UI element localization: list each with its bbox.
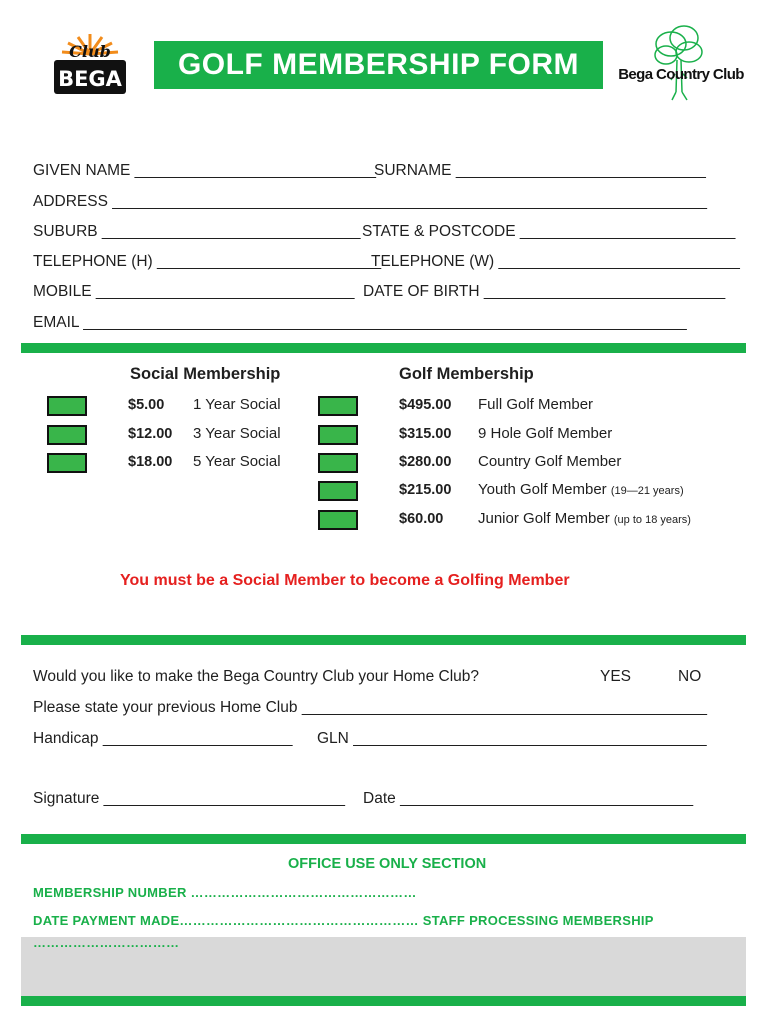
date-line: __________________________________ (400, 790, 694, 807)
telephone-work-label: TELEPHONE (W) (371, 253, 495, 270)
golf-junior-price: $60.00 (399, 511, 444, 527)
email-line: ______________________________________________________________________ (83, 314, 687, 331)
golf-membership-title: Golf Membership (399, 365, 534, 383)
social-5yr-price: $18.00 (128, 454, 173, 470)
date-label: Date (363, 790, 396, 807)
golf-country-price: $280.00 (399, 454, 452, 470)
golf-full-price: $495.00 (399, 397, 452, 413)
social-5yr-checkbox[interactable] (47, 453, 87, 473)
address-line: _____________________________________________________________________ (112, 193, 708, 210)
handicap-field[interactable] (33, 730, 292, 748)
bega-country-club-logo (618, 22, 744, 110)
section-divider (21, 635, 746, 645)
logo-club-name: Bega Country Club (618, 66, 744, 83)
surname-line: _____________________________ (455, 162, 706, 179)
staff-processing-continuation: …………………………… (33, 935, 180, 950)
social-3yr-price: $12.00 (128, 426, 173, 442)
golf-youth-price: $215.00 (399, 482, 452, 498)
email-label: EMAIL (33, 314, 79, 331)
telephone-home-field[interactable] (33, 253, 381, 271)
gln-line: _________________________________________ (353, 730, 707, 747)
golf-youth-age-note: (19—21 years) (610, 485, 684, 497)
social-1yr-desc: 1 Year Social (193, 396, 281, 413)
golf-country-desc: Country Golf Member (478, 453, 622, 470)
telephone-home-line: __________________________ (157, 253, 382, 270)
date-of-birth-line: ____________________________ (483, 283, 726, 300)
golf-youth-option (478, 481, 684, 498)
golf-youth-checkbox[interactable] (318, 481, 358, 501)
logo-word-bega: BEGA (58, 67, 122, 91)
golf-country-checkbox[interactable] (318, 453, 358, 473)
gln-label: GLN (317, 730, 349, 747)
state-postcode-line: _________________________ (519, 223, 736, 240)
suburb-field[interactable] (33, 223, 361, 241)
signature-line: ____________________________ (103, 790, 346, 807)
previous-home-club-field[interactable] (33, 699, 707, 717)
previous-home-club-line: _______________________________________________ (301, 699, 707, 716)
telephone-home-label: TELEPHONE (H) (33, 253, 153, 270)
social-membership-title: Social Membership (130, 365, 281, 383)
date-of-birth-field[interactable] (363, 283, 725, 301)
social-3yr-checkbox[interactable] (47, 425, 87, 445)
section-divider (21, 343, 746, 353)
handicap-label: Handicap (33, 730, 99, 747)
home-club-no-option[interactable]: NO (678, 668, 702, 685)
golf-9hole-price: $315.00 (399, 426, 452, 442)
golf-youth-desc: Youth Golf Member (478, 481, 607, 498)
section-divider (21, 834, 746, 844)
golf-9hole-checkbox[interactable] (318, 425, 358, 445)
surname-field[interactable] (374, 162, 706, 180)
suburb-label: SUBURB (33, 223, 98, 240)
state-postcode-label: STATE & POSTCODE (362, 223, 516, 240)
logo-word-club: Club (69, 42, 111, 61)
form-title: GOLF MEMBERSHIP FORM (154, 41, 603, 89)
golf-junior-age-note: (up to 18 years) (613, 514, 691, 526)
state-postcode-field[interactable] (362, 223, 735, 241)
social-1yr-price: $5.00 (128, 397, 165, 413)
social-5yr-desc: 5 Year Social (193, 453, 281, 470)
date-of-birth-label: DATE OF BIRTH (363, 283, 480, 300)
mobile-line: ______________________________ (95, 283, 355, 300)
handicap-line: ______________________ (102, 730, 293, 747)
mobile-label: MOBILE (33, 283, 92, 300)
mobile-field[interactable] (33, 283, 355, 301)
address-label: ADDRESS (33, 193, 108, 210)
golf-junior-desc: Junior Golf Member (478, 510, 610, 527)
home-club-yes-option[interactable]: YES (600, 668, 632, 685)
email-field[interactable] (33, 314, 687, 332)
date-field[interactable] (363, 790, 693, 808)
telephone-work-field[interactable] (371, 253, 740, 271)
golf-9hole-desc: 9 Hole Golf Member (478, 425, 613, 442)
signature-field[interactable] (33, 790, 345, 808)
golf-full-desc: Full Golf Member (478, 396, 594, 413)
social-3yr-desc: 3 Year Social (193, 425, 281, 442)
golf-junior-checkbox[interactable] (318, 510, 358, 530)
address-field[interactable] (33, 193, 707, 211)
home-club-question: Would you like to make the Bega Country Club your Home Club? (33, 668, 479, 685)
suburb-line: ______________________________ (101, 223, 361, 240)
golf-junior-option (478, 510, 691, 527)
previous-home-club-label: Please state your previous Home Club (33, 699, 298, 716)
surname-label: SURNAME (374, 162, 452, 179)
office-use-title: OFFICE USE ONLY SECTION (288, 856, 487, 872)
given-name-label: GIVEN NAME (33, 162, 131, 179)
telephone-work-line: ____________________________ (498, 253, 740, 270)
golf-full-checkbox[interactable] (318, 396, 358, 416)
given-name-field[interactable] (33, 162, 376, 180)
social-1yr-checkbox[interactable] (47, 396, 87, 416)
gln-field[interactable] (317, 730, 707, 748)
signature-label: Signature (33, 790, 100, 807)
date-payment-line: DATE PAYMENT MADE……………………………………………… STAFF PROCESSING MEMBERSHIP (33, 913, 654, 928)
membership-number-line: MEMBERSHIP NUMBER …………………………………………… (33, 885, 417, 900)
social-requirement-notice: You must be a Social Member to become a Golfing Member (120, 572, 570, 589)
club-bega-logo (50, 32, 130, 100)
footer-bar (21, 996, 746, 1006)
given-name-line: ____________________________ (134, 162, 377, 179)
